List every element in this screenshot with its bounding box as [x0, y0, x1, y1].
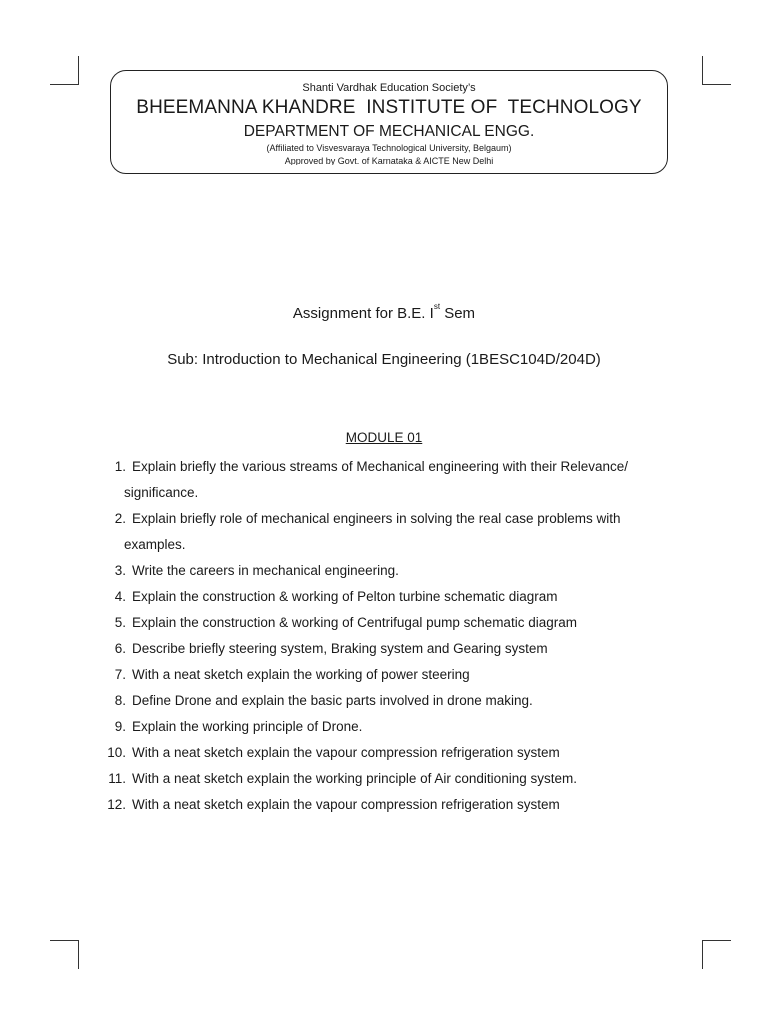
question-text: Explain briefly role of mechanical engineers in solving the real case problems with: [132, 511, 621, 526]
subject-line: Sub: Introduction to Mechanical Engineering (1BESC104D/204D): [167, 351, 601, 368]
question-text: With a neat sketch explain the vapour compression refrigeration system: [132, 797, 560, 812]
question-number: 4.: [114, 589, 126, 604]
question-item: [0, 584, 768, 610]
question-text-continuation: examples.: [124, 537, 186, 552]
question-text: With a neat sketch explain the vapour compression refrigeration system: [132, 745, 560, 760]
institute-name: BHEEMANNA KHANDRE INSTITUTE OF TECHNOLOGY: [136, 97, 642, 118]
question-text: Write the careers in mechanical engineering.: [132, 563, 399, 578]
assignment-title: [0, 302, 768, 322]
module-heading-text: MODULE 01: [345, 430, 423, 445]
question-text: Explain briefly the various streams of Mechanical engineering with their Relevance/: [132, 459, 628, 474]
question-text: With a neat sketch explain the working principle of Air conditioning system.: [132, 771, 577, 786]
module-heading: [0, 430, 768, 445]
question-text: Define Drone and explain the basic parts involved in drone making.: [132, 693, 533, 708]
affiliation-note: (Affiliated to Visvesvaraya Technological University, Belgaum): [266, 143, 512, 153]
question-number: 7.: [114, 667, 126, 682]
question-item: [0, 740, 768, 766]
crop-mark-bottom-right: [702, 940, 731, 969]
crop-mark-top-right: [702, 56, 731, 85]
letterhead-box: [110, 70, 668, 174]
crop-mark-bottom-left: [50, 940, 79, 969]
question-text: With a neat sketch explain the working of power steering: [132, 667, 470, 682]
question-item: [0, 636, 768, 662]
question-list: [0, 454, 768, 818]
question-item: [0, 610, 768, 636]
question-number: 9.: [114, 719, 126, 734]
question-item: [0, 506, 768, 558]
question-item: [0, 558, 768, 584]
question-number: 3.: [114, 563, 126, 578]
assignment-title-prefix: Assignment for B.E. I: [292, 305, 434, 322]
society-name: Shanti Vardhak Education Society’s: [302, 82, 476, 94]
assignment-title-suffix: Sem: [440, 305, 476, 322]
question-number: 12.: [107, 797, 126, 812]
question-number: 10.: [107, 745, 126, 760]
question-item: [0, 688, 768, 714]
question-item: [0, 714, 768, 740]
question-item: [0, 662, 768, 688]
question-number: 5.: [114, 615, 126, 630]
assignment-title-sup: st: [433, 302, 441, 311]
department-name: DEPARTMENT OF MECHANICAL ENGG.: [243, 123, 535, 140]
question-number: 11.: [108, 771, 126, 786]
crop-mark-top-left: [50, 56, 79, 85]
question-text: Explain the construction & working of Centrifugal pump schematic diagram: [132, 615, 577, 630]
question-text: Describe briefly steering system, Braking system and Gearing system: [132, 641, 548, 656]
question-number: 1.: [114, 459, 126, 474]
question-number: 2.: [114, 511, 126, 526]
question-item: [0, 792, 768, 818]
question-number: 6.: [114, 641, 126, 656]
question-text: Explain the construction & working of Pelton turbine schematic diagram: [132, 589, 558, 604]
question-item: [0, 766, 768, 792]
question-text-continuation: significance.: [124, 485, 199, 500]
question-number: 8.: [114, 693, 126, 708]
question-text: Explain the working principle of Drone.: [132, 719, 363, 734]
question-item: [0, 454, 768, 506]
approval-note: Approved by Govt. of Karnataka & AICTE New Delhi: [284, 156, 494, 165]
